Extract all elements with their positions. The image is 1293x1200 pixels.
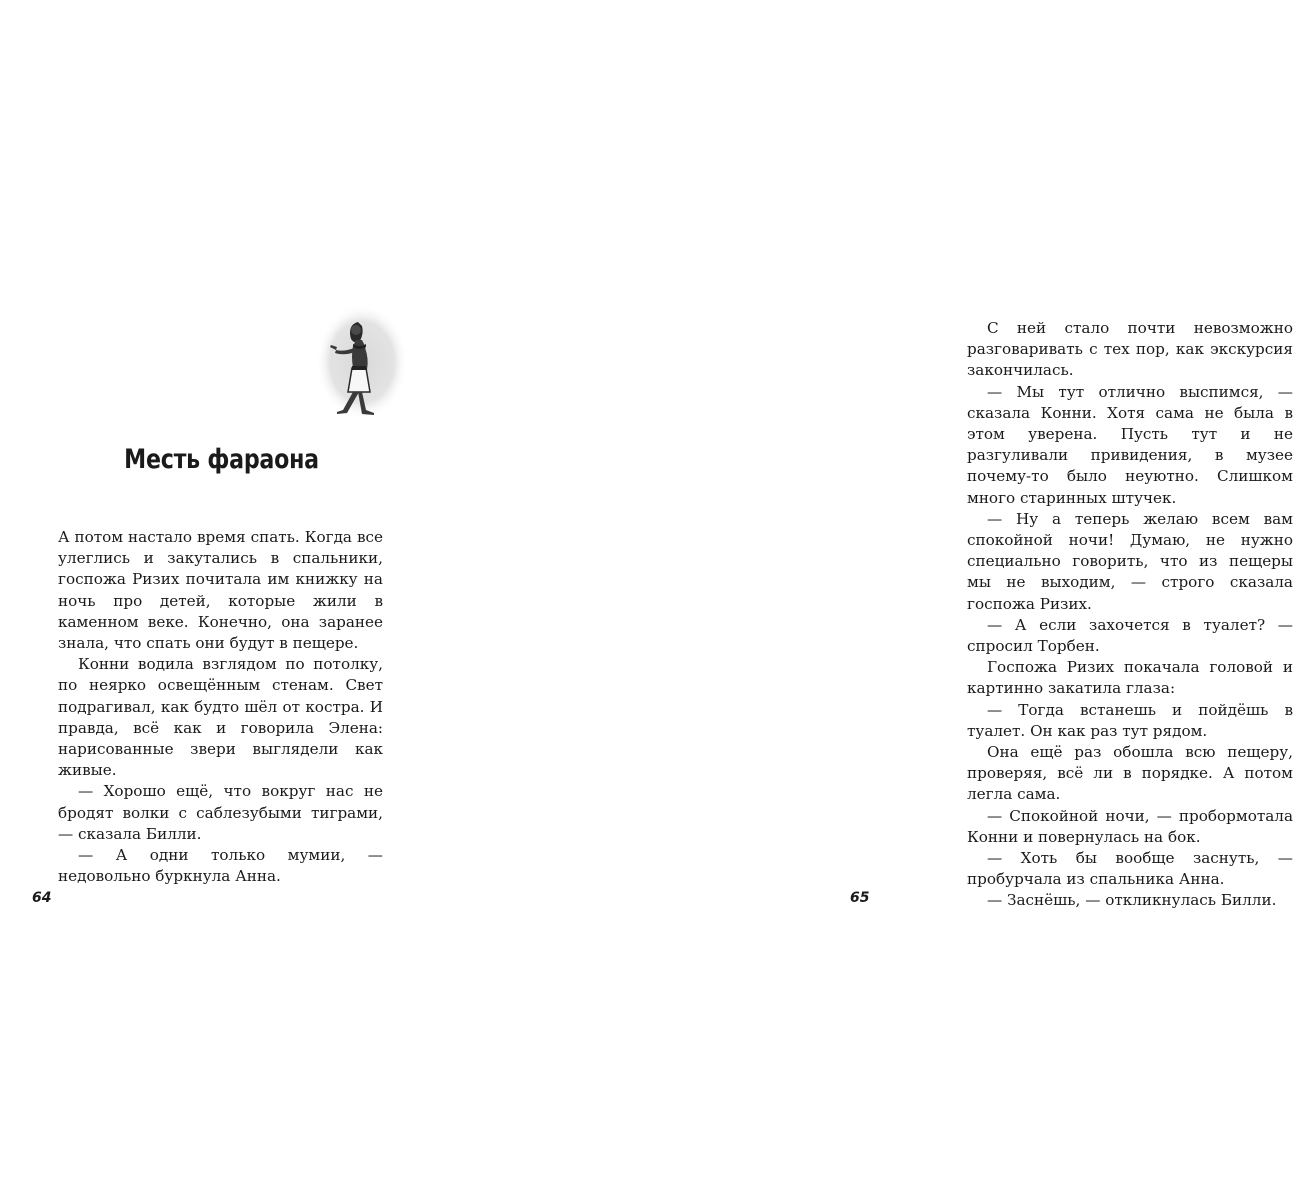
paragraph: — Хорошо ещё, что вокруг нас не бродят волки с саблезубыми тиграми, — сказала Билли. [58,782,383,843]
right-page [450,0,1293,1200]
paragraph: — А если захочется в туалет? — спросил Торбен. [967,615,1293,656]
paragraph: — Тогда встанешь и пойдёшь в туалет. Он как раз тут рядом. [967,700,1293,740]
left-page-text [58,527,383,887]
paragraph: Конни водила взглядом по потолку, по неярко освещённым стенам. Свет подрагивал, как будто шёл от костра. И правда, всё как и говорила Элена: нарисованные звери выглядели как живые. [58,655,383,780]
paragraph: — Спокойной ночи, — пробормотала Конни и повернулась на бок. [967,806,1293,846]
paragraph: А потом настало время спать. Когда все улеглись и закутались в спальники, госпожа Ризих почитала им книжку на ночь про детей, которые жили в каменном веке. Конечно, она заранее знала, что спать они будут в пещере. [58,528,383,653]
paragraph: — А одни только мумии, — недовольно буркнула Анна. [58,846,383,886]
paragraph: — Мы тут отлично выспимся, — сказала Конни. Хотя сама не была в этом уверена. Пусть тут и не разгуливали привидения, в музее почему-то было неуютно. Слишком много старинных штучек. [967,382,1293,507]
egyptian-figure-icon [312,300,412,424]
paragraph: С ней стало почти невозможно разговаривать с тех пор, как экскурсия закончилась. [967,319,1293,380]
paragraph: — Заснёшь, — откликнулась Билли. [987,891,1277,910]
chapter-title: Месть фараона [124,444,319,475]
left-page [0,0,450,1200]
page-number: 65 [850,890,870,906]
paragraph: — Ну а теперь желаю всем вам спокойной ночи! Думаю, не нужно специально говорить, что из пещеры мы не выходим, — строго сказала госпожа Ризих. [967,509,1293,613]
page-number: 64 [32,890,52,906]
paragraph: — Хоть бы вообще заснуть, — пробурчала из спальника Анна. [967,849,1293,889]
paragraph: Она ещё раз обошла всю пещеру, проверяя, всё ли в порядке. А потом легла сама. [967,743,1293,804]
right-page-text [967,318,1293,912]
paragraph: Госпожа Ризих покачала головой и картинно закатила глаза: [967,658,1293,698]
